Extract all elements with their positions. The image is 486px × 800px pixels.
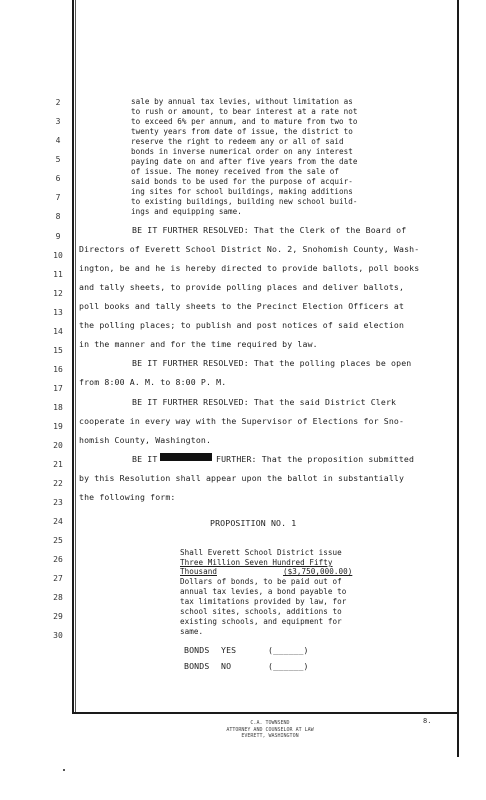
ballot-amount: ($3,750,000.00) [283,567,353,576]
line-number: 26 [53,555,63,564]
body-line: said bonds to be used for the purpose of acquir- [131,177,353,186]
body-line: twenty years from date of issue, the district to [131,127,353,136]
line-number: 12 [53,289,63,298]
line-number: 30 [53,631,63,640]
line-number: 14 [53,327,63,336]
body-line: ings and equipping same. [131,207,242,216]
ballot-line: Three Million Seven Hundred Fifty [180,558,333,567]
line-number: 25 [53,536,63,545]
line-number: 28 [53,593,63,602]
line-number: 24 [53,517,63,526]
ballot-line: same. [180,627,204,636]
line-number: 10 [53,251,63,260]
body-line: FURTHER: That the proposition submitted [216,454,415,464]
body-line: ington, be and he is hereby directed to provide ballots, poll books [79,263,420,273]
line-number: 18 [53,403,63,412]
body-line: the polling places; to publish and post notices of said election [79,320,405,330]
line-number: 21 [53,460,63,469]
line-number: 5 [55,155,61,164]
line-number: 4 [55,136,61,145]
left-margin-rule-inner [75,0,76,714]
body-line: to rush or amount, to bear interest at a rate not [131,107,358,116]
line-number: 9 [55,232,61,241]
scan-speck [63,769,65,771]
body-line: BE IT [132,454,158,464]
ballot-choice-value: NO [221,661,232,671]
line-number: 6 [55,174,61,183]
ballot-checkbox-no: (______) [268,661,309,671]
footer-attorney-name: C.A. TOWNSEND [250,720,290,726]
ballot-line: existing schools, and equipment for [180,617,342,626]
body-line: to exceed 6% per annum, and to mature from two to [131,117,358,126]
line-number: 19 [53,422,63,431]
ballot-line: school sites, schools, additions to [180,607,342,616]
line-number: 16 [53,365,63,374]
ballot-choice-value: YES [221,645,237,655]
line-number: 7 [55,193,61,202]
body-line: homish County, Washington. [79,435,212,445]
body-line: BE IT FURTHER RESOLVED: That the said District Clerk [132,397,397,407]
ballot-choice-label: BONDS [184,645,210,655]
body-line: paying date on and after five years from the date [131,157,358,166]
body-line: cooperate in every way with the Supervisor of Elections for Sno- [79,416,405,426]
line-number: 8 [55,212,61,221]
body-line: bonds in inverse numerical order on any interest [131,147,353,156]
ballot-line: Thousand [180,567,217,576]
page-number: 8. [423,717,432,725]
body-line: sale by annual tax levies, without limitation as [131,97,353,106]
body-line: from 8:00 A. M. to 8:00 P. M. [79,377,227,387]
body-line: the following form: [79,492,176,502]
body-line: Directors of Everett School District No. 2, Snohomish County, Wash- [79,244,420,254]
body-line: poll books and tally sheets to the Precinct Election Officers at [79,301,405,311]
line-number: 29 [53,612,63,621]
body-line: to existing buildings, building new school build- [131,197,358,206]
line-number: 11 [53,270,63,279]
line-number: 20 [53,441,63,450]
body-line: of issue. The money received from the sale of [131,167,339,176]
line-number: 23 [53,498,63,507]
body-line: BE IT FURTHER RESOLVED: That the Clerk of the Board of [132,225,407,235]
body-line: by this Resolution shall appear upon the ballot in substantially [79,473,405,483]
ballot-line: Dollars of bonds, to be paid out of [180,577,342,586]
footer-attorney-title: ATTORNEY AND COUNSELOR AT LAW [226,727,314,733]
ballot-choice-label: BONDS [184,661,210,671]
line-number: 17 [53,384,63,393]
ballot-line: Shall Everett School District issue [180,548,342,557]
line-number: 27 [53,574,63,583]
proposition-heading: PROPOSITION NO. 1 [210,518,297,528]
ballot-line: tax limitations provided by law, for [180,597,347,606]
body-line: reserve the right to redeem any or all of said [131,137,344,146]
ballot-checkbox-yes: (______) [268,645,309,655]
right-margin-rule [457,0,459,757]
line-number: 3 [55,117,61,126]
line-number: 13 [53,308,63,317]
body-line: ing sites for school buildings, making additions [131,187,353,196]
line-number: 2 [55,98,61,107]
line-number: 22 [53,479,63,488]
redaction-bar [160,453,212,461]
body-line: in the manner and for the time required by law. [79,339,318,349]
left-margin-rule [72,0,74,714]
bottom-rule [72,712,458,714]
line-number: 15 [53,346,63,355]
ballot-line: annual tax levies, a bond payable to [180,587,347,596]
body-line: BE IT FURTHER RESOLVED: That the polling places be open [132,358,412,368]
body-line: and tally sheets, to provide polling places and deliver ballots, [79,282,405,292]
footer-city: EVERETT, WASHINGTON [241,733,299,739]
